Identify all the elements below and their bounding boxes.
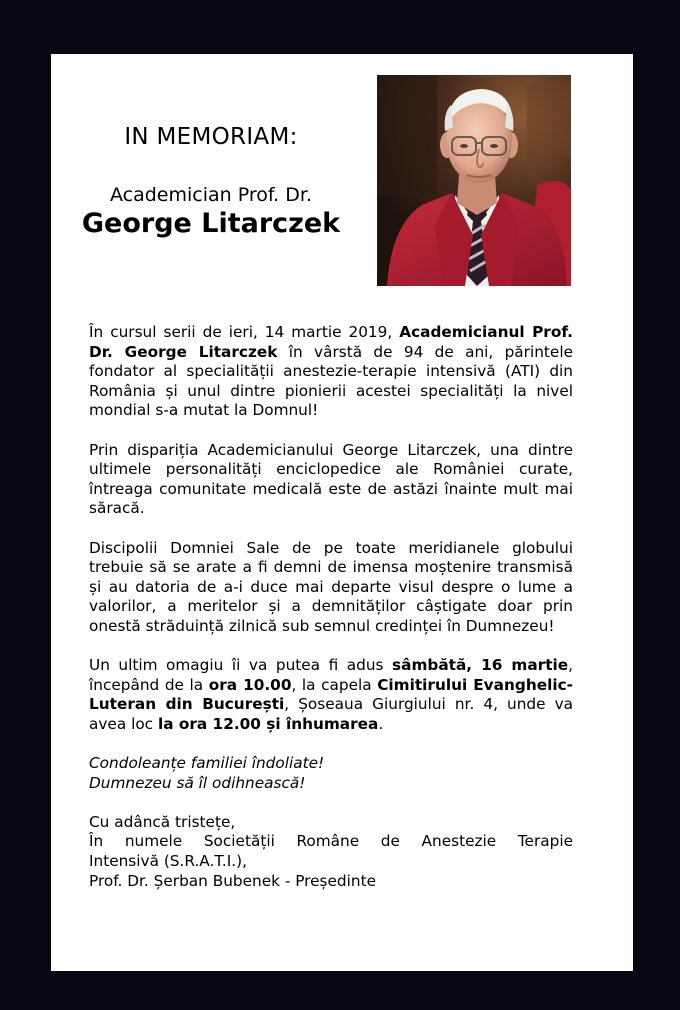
memorial-card: [51, 54, 633, 971]
text-span: , la capela: [291, 675, 378, 694]
blessing-line: Dumnezeu să îl odihnească!: [89, 773, 306, 792]
deceased-name: George Litarczek: [81, 208, 341, 239]
signature-president: Prof. Dr. Șerban Bubenek - Președinte: [89, 871, 376, 890]
paragraph-disciples: Discipolii Domniei Sale de pe toate meridianele globului trebuie să se arate a fi demni de imensa moștenire transmisă și au datoria de a-i duce mai departe visul despre o lume a valorilor, a meritelor și a demnităților câștigate doar prin onestă străduință zilnică sub semnul credinței în Dumnezeu!: [89, 538, 573, 635]
text-span: , începând de la: [89, 656, 574, 694]
bold-span: Academicianul Prof. Dr. George Litarczek: [89, 323, 573, 361]
signature-society-abbr: Intensivă (S.R.A.T.I.),: [89, 852, 247, 871]
text-span: .: [378, 714, 384, 733]
paragraph-funeral: [89, 656, 573, 734]
text-span: în vârstă de 94 de ani, părintele fondator al specialității anestezie-terapie intensivă (ATI) din România și unul dintre pionierii acestei specialități la nivel mondial s-a mutat la Domnul!: [89, 342, 573, 420]
paragraph-loss: Prin dispariția Academicianului George Litarczek, una dintre ultimele personalități enciclopedice ale României curate, întreaga comunitate medicală este de astăzi înainte mult mai săracă.: [89, 440, 573, 518]
condolences: [89, 754, 573, 793]
signature-society: În numele Societății Române de Anestezie Terapie: [89, 832, 573, 851]
bold-span: ora 10.00: [208, 675, 292, 694]
bold-span: Cimitirului Evanghelic-Luteran din București: [89, 675, 573, 714]
signature-greeting: Cu adâncă tristețe,: [89, 812, 236, 831]
page-title: IN MEMORIAM:: [124, 124, 298, 150]
portrait-photo: [377, 75, 571, 286]
condolences-line: Condoleanțe familiei îndoliate!: [89, 754, 325, 773]
paragraph-announcement: [89, 323, 573, 421]
announcement-body: [89, 323, 573, 891]
header: [51, 124, 371, 240]
honorific-subtitle: Academician Prof. Dr.: [109, 184, 312, 206]
bold-span: la ora 12.00 și înhumarea: [157, 714, 379, 733]
text-span: În cursul serii de ieri, 14 martie 2019,: [89, 323, 400, 341]
text-span: , Șoseaua Giurgiului nr. 4, unde va avea loc: [89, 695, 573, 733]
text-span: Un ultim omagiu îi va putea fi adus: [89, 656, 393, 675]
bold-span: sâmbătă, 16 martie: [392, 656, 569, 675]
signature: [89, 813, 573, 891]
